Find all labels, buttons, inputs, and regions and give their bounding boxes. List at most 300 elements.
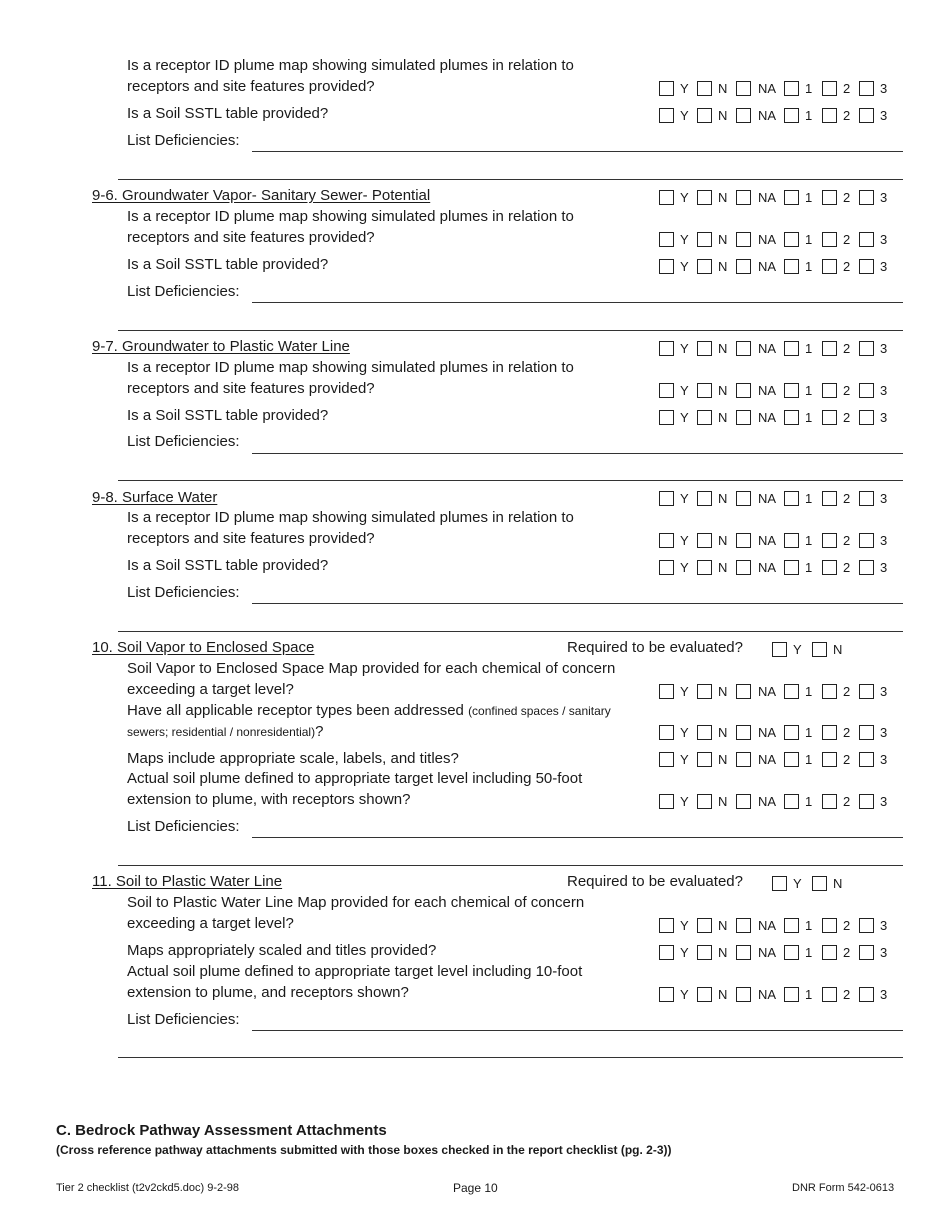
checkbox-label: 2 [843,258,851,274]
deficiencies-input-line[interactable] [252,302,903,303]
checkbox-label: Y [680,944,689,960]
answer-checkbox-group [659,916,892,934]
checkbox-label: 2 [843,409,851,425]
checkbox-y[interactable] [659,684,674,699]
checkbox-label: 3 [880,258,888,274]
checkbox-label: 1 [805,917,813,933]
question-end: ? [315,723,324,740]
checkbox-y[interactable] [659,560,674,575]
deficiencies-input-line[interactable] [252,837,903,838]
checkbox-3[interactable] [859,945,874,960]
section-c-title: C. Bedrock Pathway Assessment Attachments [56,1122,387,1139]
question-text: receptors and site features provided? [127,380,375,397]
checkbox-y[interactable] [659,752,674,767]
checkbox-3[interactable] [859,725,874,740]
answer-checkbox-group [659,682,892,700]
checkbox-label: 3 [880,724,888,740]
checkbox-label: 1 [805,340,813,356]
checkbox-label: Y [793,641,802,657]
checkbox-label: 2 [843,683,851,699]
checkbox-3[interactable] [859,794,874,809]
checkbox-na[interactable] [736,383,751,398]
checkbox-label: N [718,409,728,425]
question-text: Is a Soil SSTL table provided? [127,256,329,273]
checkbox-label: 2 [843,107,851,123]
checkbox-3[interactable] [859,410,874,425]
checkbox-1[interactable] [784,752,799,767]
checkbox-n[interactable] [697,945,712,960]
checkbox-label: Y [680,683,689,699]
checkbox-n[interactable] [697,684,712,699]
checkbox-1[interactable] [784,794,799,809]
section-c-subtitle: (Cross reference pathway attachments submitted with those boxes checked in the report checklist (pg. 2-3)) [56,1143,672,1157]
checkbox-label: 1 [805,189,813,205]
checkbox-label: NA [758,944,777,960]
checkbox-n[interactable] [697,259,712,274]
checkbox-1[interactable] [784,533,799,548]
checkbox-2[interactable] [822,491,837,506]
checkbox-na[interactable] [736,491,751,506]
checkbox-label: 3 [880,793,888,809]
checkbox-label: 1 [805,258,813,274]
checkbox-y[interactable] [659,383,674,398]
checkbox-na[interactable] [736,794,751,809]
required-checkbox-group [772,874,852,892]
checkbox-label: Y [680,409,689,425]
checkbox-3[interactable] [859,81,874,96]
checkbox-label: N [718,340,728,356]
checkbox-1[interactable] [784,945,799,960]
checkbox-label: Y [680,107,689,123]
checkbox-n[interactable] [697,794,712,809]
checkbox-y[interactable] [659,81,674,96]
checkbox-1[interactable] [784,383,799,398]
deficiencies-input-line[interactable] [252,151,903,152]
answer-checkbox-group [659,558,892,576]
checkbox-label: 1 [805,724,813,740]
checkbox-label: Y [680,986,689,1002]
question-text: Is a Soil SSTL table provided? [127,557,329,574]
question-text: exceeding a target level? [127,681,294,698]
question-text: receptors and site features provided? [127,530,375,547]
answer-checkbox-group [659,188,892,206]
checkbox-label: N [718,107,728,123]
deficiencies-input-line[interactable] [252,603,903,604]
checkbox-n[interactable] [697,410,712,425]
checkbox-1[interactable] [784,108,799,123]
section-divider [118,480,903,481]
question-note: sewers; residential / nonresidential) [127,725,316,739]
checkbox-y[interactable] [659,945,674,960]
checkbox-label: 3 [880,382,888,398]
checkbox-label: 2 [843,490,851,506]
list-deficiencies-label: List Deficiencies: [127,818,240,835]
checkbox-n[interactable] [812,642,827,657]
checkbox-3[interactable] [859,987,874,1002]
checkbox-3[interactable] [859,918,874,933]
required-evaluated-question: Required to be evaluated? [567,639,743,656]
checkbox-label: Y [793,875,802,891]
checkbox-na[interactable] [736,259,751,274]
checkbox-label: N [718,80,728,96]
question-text [127,700,611,722]
checkbox-label: 3 [880,409,888,425]
checkbox-label: 3 [880,917,888,933]
checkbox-label: 3 [880,986,888,1002]
section-divider [118,631,903,632]
checkbox-na[interactable] [736,945,751,960]
question-note: (confined spaces / sanitary [468,704,611,718]
checkbox-label: N [718,189,728,205]
question-text: Is a Soil SSTL table provided? [127,407,329,424]
checkbox-1[interactable] [784,987,799,1002]
footer-form-number: DNR Form 542-0613 [792,1182,895,1194]
answer-checkbox-group [659,230,892,248]
checkbox-label: NA [758,917,777,933]
checkbox-n[interactable] [697,533,712,548]
checkbox-label: NA [758,80,777,96]
checkbox-label: 2 [843,80,851,96]
checkbox-y[interactable] [659,491,674,506]
checkbox-label: 1 [805,409,813,425]
checkbox-na[interactable] [736,81,751,96]
checkbox-label: 3 [880,107,888,123]
checkbox-label: N [718,559,728,575]
answer-checkbox-group [659,79,892,97]
checkbox-2[interactable] [822,383,837,398]
checkbox-label: 3 [880,683,888,699]
checkbox-label: 1 [805,751,813,767]
answer-checkbox-group [659,489,892,507]
checkbox-label: 2 [843,340,851,356]
checkbox-label: 1 [805,80,813,96]
checkbox-2[interactable] [822,410,837,425]
checkbox-label: 2 [843,532,851,548]
checkbox-2[interactable] [822,918,837,933]
question-text: Actual soil plume defined to appropriate target level including 50-foot [127,770,583,787]
checkbox-na[interactable] [736,410,751,425]
deficiencies-input-line[interactable] [252,453,903,454]
section-divider [118,1057,903,1058]
checkbox-y[interactable] [659,259,674,274]
checkbox-label: NA [758,382,777,398]
checkbox-n[interactable] [697,491,712,506]
answer-checkbox-group [659,257,892,275]
checkbox-label: 2 [843,382,851,398]
list-deficiencies-label: List Deficiencies: [127,433,240,450]
answer-checkbox-group [659,943,892,961]
checkbox-y[interactable] [659,725,674,740]
question-text: receptors and site features provided? [127,229,375,246]
checkbox-1[interactable] [784,232,799,247]
answer-checkbox-group [659,408,892,426]
checkbox-2[interactable] [822,108,837,123]
checkbox-label: NA [758,986,777,1002]
answer-checkbox-group [659,985,892,1003]
answer-checkbox-group [659,531,892,549]
checkbox-label: 2 [843,944,851,960]
checkbox-label: Y [680,258,689,274]
checkbox-3[interactable] [859,190,874,205]
section-title-11: 11. Soil to Plastic Water Line [92,873,283,890]
checkbox-n[interactable] [697,560,712,575]
checkbox-1[interactable] [784,560,799,575]
section-divider [118,865,903,866]
checkbox-2[interactable] [822,945,837,960]
checkbox-y[interactable] [659,232,674,247]
checkbox-y[interactable] [659,410,674,425]
checkbox-label: N [718,944,728,960]
checkbox-label: 2 [843,724,851,740]
checkbox-2[interactable] [822,560,837,575]
checkbox-1[interactable] [784,725,799,740]
checkbox-label: N [718,793,728,809]
checkbox-label: 3 [880,490,888,506]
checkbox-2[interactable] [822,794,837,809]
checkbox-2[interactable] [822,341,837,356]
section-title-9-6: 9-6. Groundwater Vapor- Sanitary Sewer- Potential [92,187,431,204]
footer-page-number: Page 10 [453,1181,498,1195]
question-text: receptors and site features provided? [127,78,375,95]
checkbox-y[interactable] [659,794,674,809]
checkbox-label: 1 [805,231,813,247]
checkbox-n[interactable] [697,108,712,123]
checkbox-label: NA [758,683,777,699]
checkbox-2[interactable] [822,232,837,247]
checkbox-label: 2 [843,751,851,767]
checkbox-label: Y [680,559,689,575]
checkbox-n[interactable] [812,876,827,891]
checkbox-label: NA [758,724,777,740]
checkbox-label: Y [680,382,689,398]
answer-checkbox-group [659,106,892,124]
checkbox-1[interactable] [784,491,799,506]
checkbox-1[interactable] [784,410,799,425]
question-text: Is a Soil SSTL table provided? [127,105,329,122]
checkbox-label: 1 [805,683,813,699]
question-text: Is a receptor ID plume map showing simulated plumes in relation to [127,359,574,376]
checkbox-label: 1 [805,490,813,506]
checkbox-na[interactable] [736,725,751,740]
checkbox-n[interactable] [697,918,712,933]
question-text: extension to plume, with receptors shown? [127,791,411,808]
checkbox-label: N [718,490,728,506]
checkbox-y[interactable] [659,190,674,205]
checkbox-na[interactable] [736,918,751,933]
checkbox-1[interactable] [784,81,799,96]
checkbox-2[interactable] [822,81,837,96]
checkbox-label: N [833,875,843,891]
checkbox-label: 1 [805,107,813,123]
list-deficiencies-label: List Deficiencies: [127,132,240,149]
checkbox-label: 3 [880,189,888,205]
checkbox-n[interactable] [697,341,712,356]
section-divider [118,179,903,180]
checkbox-label: 1 [805,559,813,575]
section-title-10: 10. Soil Vapor to Enclosed Space [92,639,315,656]
checkbox-na[interactable] [736,533,751,548]
checkbox-na[interactable] [736,684,751,699]
section-title-9-7: 9-7. Groundwater to Plastic Water Line [92,338,350,355]
checkbox-na[interactable] [736,560,751,575]
checkbox-1[interactable] [784,259,799,274]
checkbox-label: NA [758,258,777,274]
checkbox-label: Y [680,793,689,809]
question-text: Soil to Plastic Water Line Map provided for each chemical of concern [127,894,585,911]
checkbox-y[interactable] [772,876,787,891]
checkbox-label: 1 [805,986,813,1002]
checkbox-label: N [718,231,728,247]
checkbox-label: N [718,917,728,933]
checkbox-label: Y [680,340,689,356]
checkbox-label: NA [758,409,777,425]
checkbox-3[interactable] [859,108,874,123]
checkbox-label: 2 [843,231,851,247]
question-text: exceeding a target level? [127,915,294,932]
checkbox-label: NA [758,793,777,809]
checkbox-label: N [718,532,728,548]
checkbox-label: Y [680,917,689,933]
checkbox-label: Y [680,189,689,205]
question-text: Actual soil plume defined to appropriate target level including 10-foot [127,963,583,980]
answer-checkbox-group [659,381,892,399]
checkbox-label: NA [758,231,777,247]
question-text: Is a receptor ID plume map showing simulated plumes in relation to [127,57,574,74]
checkbox-n[interactable] [697,987,712,1002]
checkbox-2[interactable] [822,533,837,548]
required-evaluated-question: Required to be evaluated? [567,873,743,890]
question-text [127,721,323,743]
checkbox-3[interactable] [859,533,874,548]
checkbox-label: N [718,751,728,767]
checkbox-y[interactable] [659,918,674,933]
checkbox-label: Y [680,80,689,96]
checkbox-label: 2 [843,189,851,205]
checkbox-1[interactable] [784,918,799,933]
checkbox-label: 3 [880,944,888,960]
checkbox-label: 3 [880,80,888,96]
answer-checkbox-group [659,723,892,741]
list-deficiencies-label: List Deficiencies: [127,584,240,601]
checkbox-label: Y [680,532,689,548]
checkbox-label: 3 [880,532,888,548]
question-text: Soil Vapor to Enclosed Space Map provided for each chemical of concern [127,660,616,677]
checkbox-2[interactable] [822,190,837,205]
checkbox-na[interactable] [736,232,751,247]
checkbox-y[interactable] [659,341,674,356]
checkbox-n[interactable] [697,81,712,96]
checkbox-label: 3 [880,231,888,247]
checkbox-label: Y [680,231,689,247]
answer-checkbox-group [659,339,892,357]
checkbox-n[interactable] [697,725,712,740]
checkbox-3[interactable] [859,341,874,356]
checkbox-n[interactable] [697,232,712,247]
list-deficiencies-label: List Deficiencies: [127,283,240,300]
checkbox-label: N [833,641,843,657]
checkbox-label: N [718,683,728,699]
checkbox-label: 3 [880,340,888,356]
checkbox-label: NA [758,189,777,205]
checkbox-label: NA [758,559,777,575]
question-text: Is a receptor ID plume map showing simulated plumes in relation to [127,208,574,225]
checkbox-label: 3 [880,751,888,767]
checkbox-label: N [718,986,728,1002]
checkbox-n[interactable] [697,383,712,398]
checkbox-label: NA [758,532,777,548]
checkbox-label: NA [758,107,777,123]
checkbox-na[interactable] [736,190,751,205]
checkbox-label: 1 [805,793,813,809]
checkbox-3[interactable] [859,259,874,274]
checkbox-3[interactable] [859,232,874,247]
checkbox-label: 2 [843,793,851,809]
question-main: Have all applicable receptor types been addressed [127,702,464,719]
checkbox-na[interactable] [736,341,751,356]
checkbox-2[interactable] [822,752,837,767]
checkbox-label: Y [680,724,689,740]
checkbox-1[interactable] [784,684,799,699]
checkbox-na[interactable] [736,752,751,767]
question-text: Maps include appropriate scale, labels, and titles? [127,750,459,767]
checkbox-n[interactable] [697,190,712,205]
checkbox-3[interactable] [859,491,874,506]
section-title-9-8: 9-8. Surface Water [92,489,218,506]
checkbox-3[interactable] [859,752,874,767]
checkbox-2[interactable] [822,684,837,699]
checkbox-1[interactable] [784,341,799,356]
question-text: Maps appropriately scaled and titles provided? [127,942,437,959]
checkbox-label: 2 [843,559,851,575]
answer-checkbox-group [659,792,892,810]
checkbox-na[interactable] [736,987,751,1002]
answer-checkbox-group [659,750,892,768]
checkbox-n[interactable] [697,752,712,767]
checkbox-y[interactable] [659,108,674,123]
checkbox-2[interactable] [822,259,837,274]
checkbox-3[interactable] [859,560,874,575]
checkbox-na[interactable] [736,108,751,123]
checkbox-label: 2 [843,917,851,933]
checkbox-label: Y [680,751,689,767]
checkbox-y[interactable] [772,642,787,657]
checkbox-y[interactable] [659,987,674,1002]
checkbox-1[interactable] [784,190,799,205]
checkbox-label: NA [758,490,777,506]
checkbox-label: N [718,724,728,740]
checkbox-label: Y [680,490,689,506]
checkbox-label: 2 [843,986,851,1002]
checkbox-y[interactable] [659,533,674,548]
section-divider [118,330,903,331]
list-deficiencies-label: List Deficiencies: [127,1011,240,1028]
checkbox-label: NA [758,340,777,356]
checkbox-2[interactable] [822,725,837,740]
checkbox-label: 1 [805,532,813,548]
checkbox-label: N [718,382,728,398]
question-text: extension to plume, and receptors shown? [127,984,409,1001]
checkbox-label: 3 [880,559,888,575]
checkbox-label: 1 [805,944,813,960]
required-checkbox-group [772,640,852,658]
deficiencies-input-line[interactable] [252,1030,903,1031]
checkbox-3[interactable] [859,684,874,699]
checkbox-label: N [718,258,728,274]
checkbox-label: 1 [805,382,813,398]
checkbox-2[interactable] [822,987,837,1002]
checkbox-3[interactable] [859,383,874,398]
question-text: Is a receptor ID plume map showing simulated plumes in relation to [127,509,574,526]
